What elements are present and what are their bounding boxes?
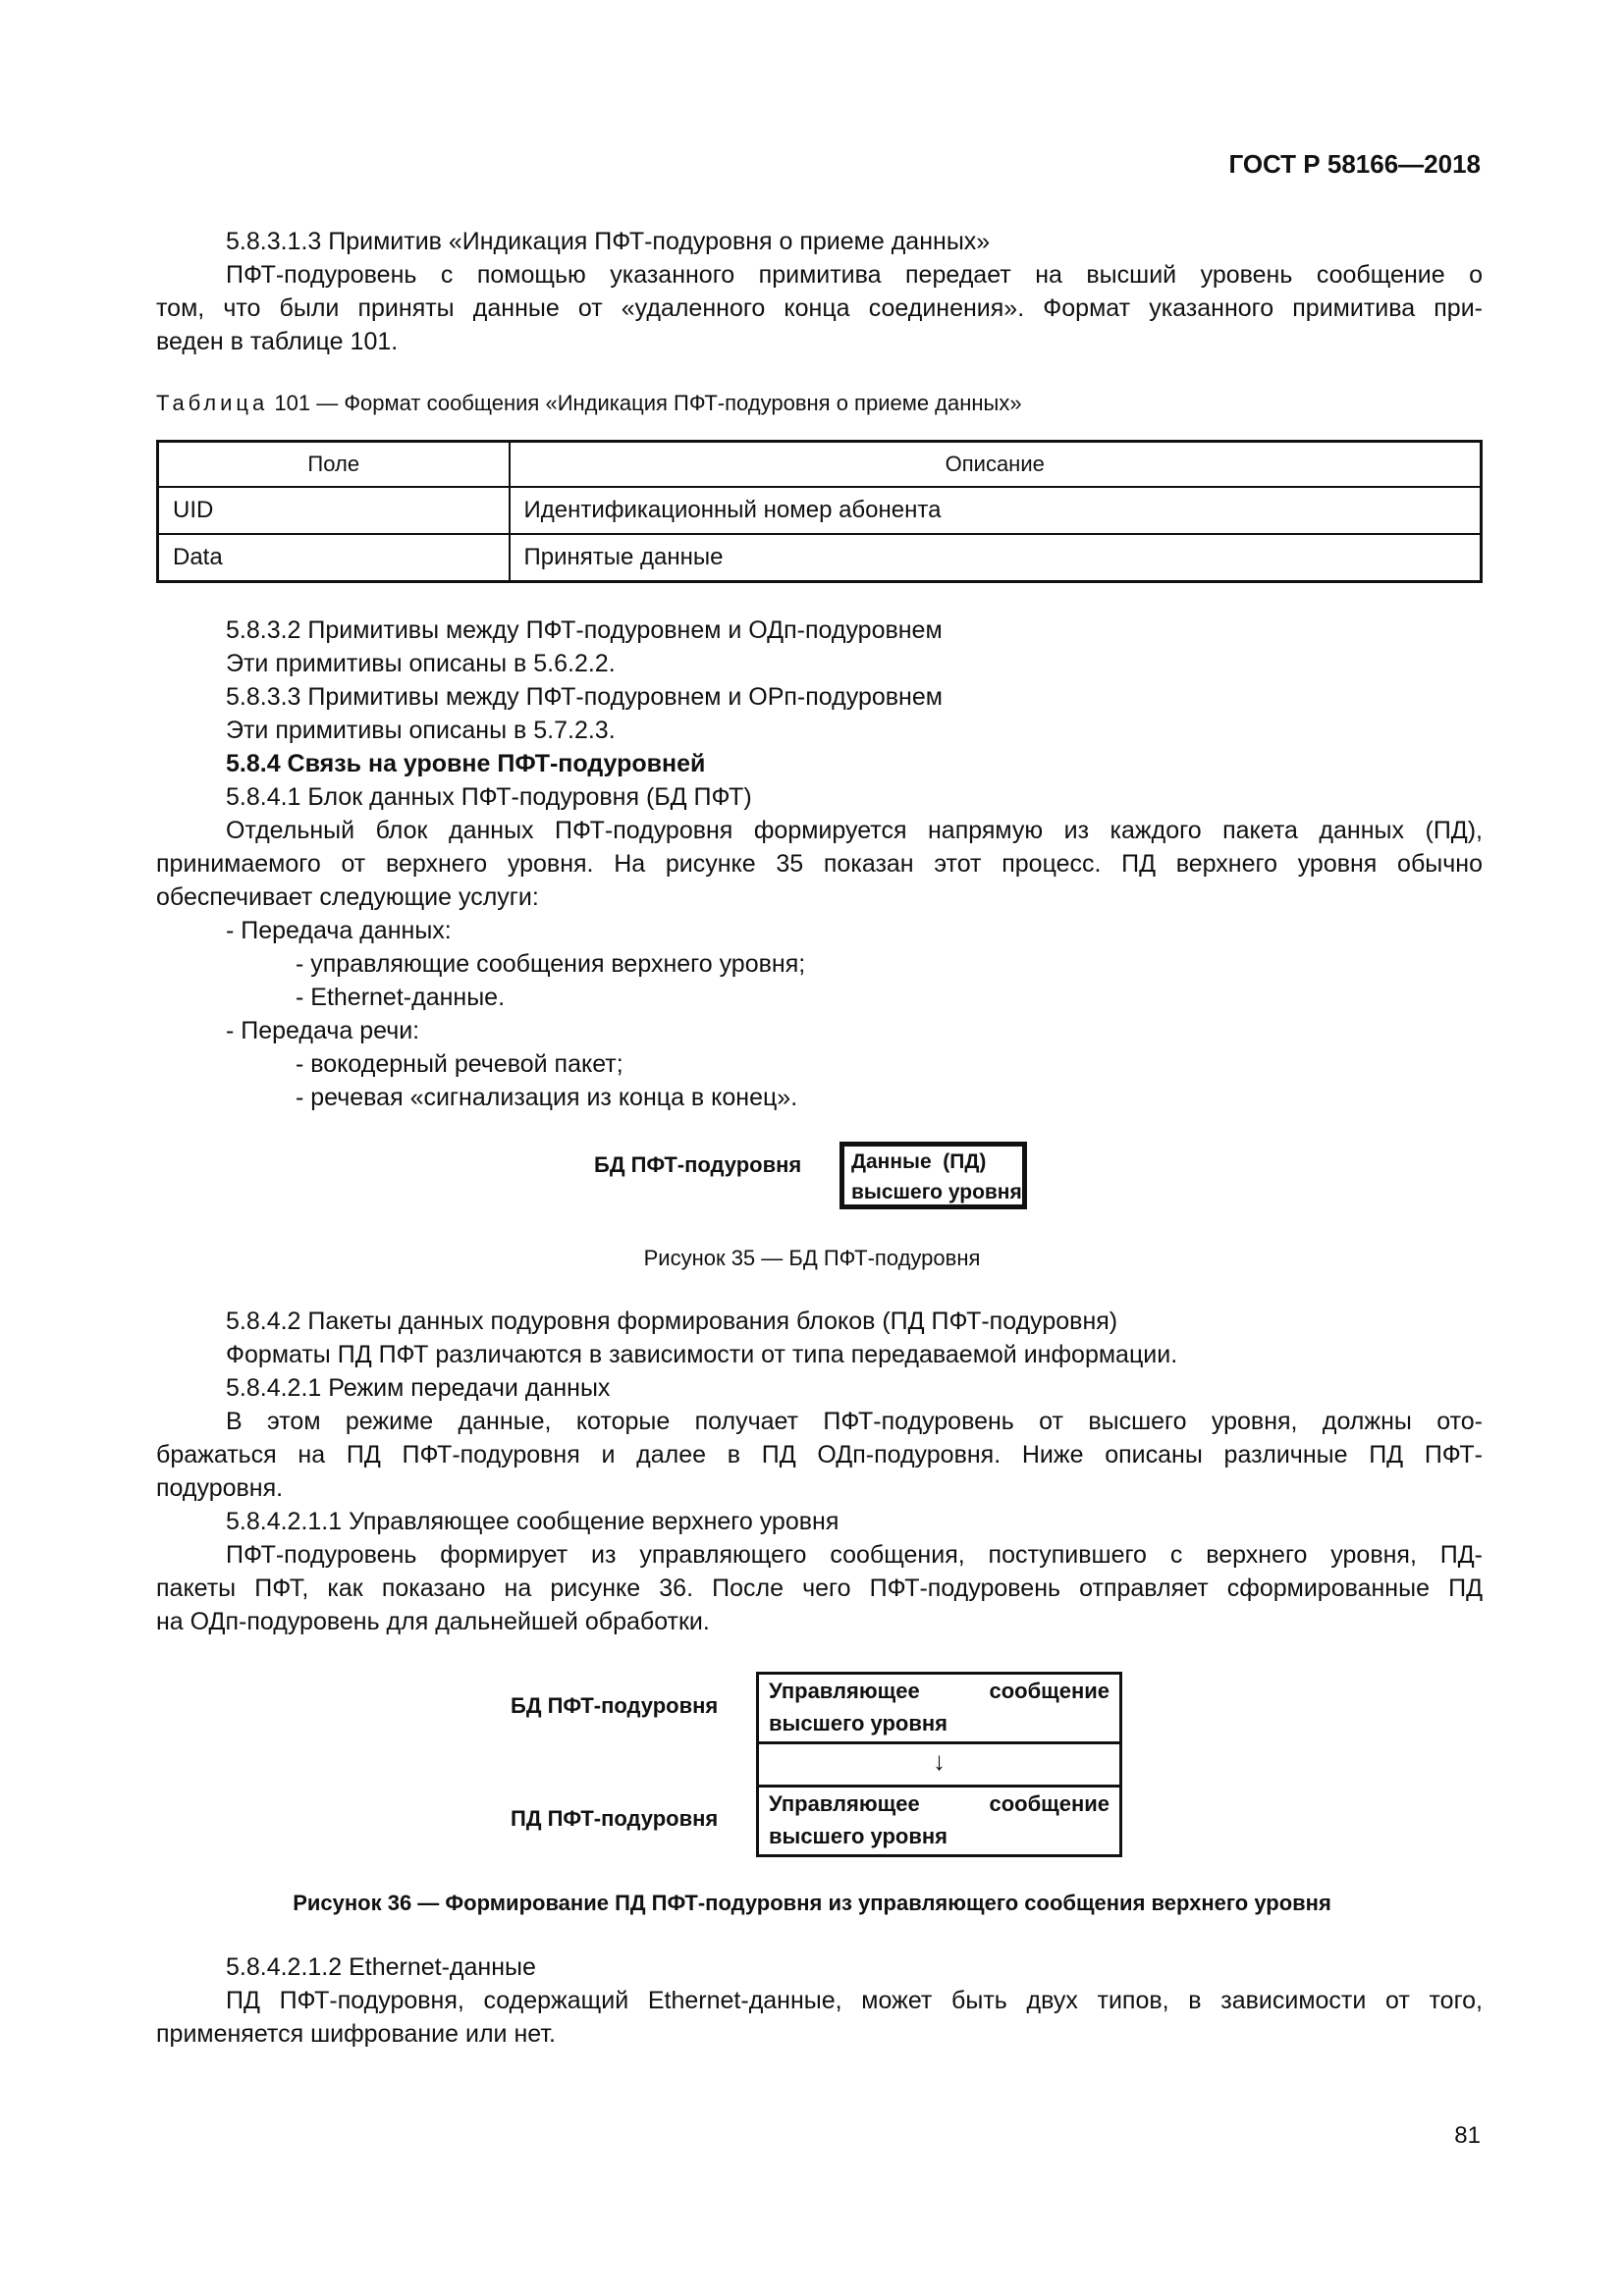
figure-35-box-line: высшего уровня xyxy=(851,1181,1022,1203)
list-item: - Ethernet-данные. xyxy=(296,984,506,1011)
section-5-8-4-2-1-1-title: 5.8.4.2.1.1 Управляющее сообщение верхнего уровня xyxy=(226,1508,839,1535)
list-item: - Передача данных: xyxy=(226,917,452,944)
section-5-8-4-title: 5.8.4 Связь на уровне ПФТ-подуровней xyxy=(226,750,706,777)
figure-36-label-top: БД ПФТ-подуровня xyxy=(511,1693,719,1718)
table-caption-prefix: Таблица xyxy=(156,391,269,415)
table-header-row xyxy=(158,442,1482,488)
figure-36-top-word: сообщение xyxy=(989,1679,1110,1703)
figure-36-top-word: Управляющее xyxy=(769,1679,920,1703)
table-cell: UID xyxy=(158,487,510,534)
figure-36-top-box xyxy=(756,1672,1122,1744)
paragraph-line: Эти примитивы описаны в 5.7.2.3. xyxy=(226,717,616,744)
table-header-description: Описание xyxy=(510,442,1482,488)
figure-35-box-line: Данные (ПД) xyxy=(851,1150,987,1173)
page-number: 81 xyxy=(1454,2122,1481,2149)
paragraph-line: подуровня. xyxy=(156,1474,284,1502)
figure-36-bottom-box-line: высшего уровня xyxy=(769,1824,948,1848)
section-5-8-3-2-title: 5.8.3.2 Примитивы между ПФТ-подуровнем и ОДп-подуровнем xyxy=(226,616,943,644)
paragraph-line: том, что были приняты данные от «удаленного конца соединения». Формат указанного примитива при- xyxy=(156,294,1483,322)
paragraph-line: обеспечивает следующие услуги: xyxy=(156,883,539,911)
section-5-8-3-3-title: 5.8.3.3 Примитивы между ПФТ-подуровнем и ОРп-подуровнем xyxy=(226,683,943,711)
list-item: - управляющие сообщения верхнего уровня; xyxy=(296,950,806,978)
section-5-8-3-1-3-title: 5.8.3.1.3 Примитив «Индикация ПФТ-подуровня о приеме данных» xyxy=(226,228,991,255)
figure-36-bottom-word: Управляющее xyxy=(769,1791,920,1816)
paragraph-line: принимаемого от верхнего уровня. На рисунке 35 показан этот процесс. ПД верхнего уровня обычно xyxy=(156,850,1483,878)
paragraph-line: Форматы ПД ПФТ различаются в зависимости от типа передаваемой информации. xyxy=(226,1341,1178,1368)
figure-36-label-bottom: ПД ПФТ-подуровня xyxy=(511,1806,719,1831)
paragraph-line: веден в таблице 101. xyxy=(156,328,399,355)
table-cell: Data xyxy=(158,534,510,582)
figure-36-top-box-line: высшего уровня xyxy=(769,1711,948,1735)
figure-36-bottom-box-line xyxy=(769,1788,1110,1820)
list-item: - Передача речи: xyxy=(226,1017,420,1044)
document-id-header: ГОСТ Р 58166—2018 xyxy=(1228,149,1481,179)
table-row xyxy=(158,487,1482,534)
section-5-8-4-1-title: 5.8.4.1 Блок данных ПФТ-подуровня (БД ПФТ) xyxy=(226,783,752,811)
list-item: - вокодерный речевой пакет; xyxy=(296,1050,623,1078)
table-caption xyxy=(156,391,1022,416)
paragraph-line: на ОДп-подуровень для дальнейшей обработки. xyxy=(156,1608,710,1635)
table-cell: Принятые данные xyxy=(510,534,1482,582)
paragraph-line: Эти примитивы описаны в 5.6.2.2. xyxy=(226,650,616,677)
paragraph-line: применяется шифрование или нет. xyxy=(156,2020,556,2048)
figure-36-top-box-line xyxy=(769,1675,1110,1707)
figure-35-caption: Рисунок 35 — БД ПФТ-подуровня xyxy=(643,1246,981,1270)
section-5-8-4-2-title: 5.8.4.2 Пакеты данных подуровня формирования блоков (ПД ПФТ-подуровня) xyxy=(226,1308,1118,1335)
paragraph-line: ПД ПФТ-подуровня, содержащий Ethernet-данные, может быть двух типов, в зависимости от того, xyxy=(226,1987,1483,2014)
figure-36-bottom-word: сообщение xyxy=(989,1791,1110,1816)
table-caption-text: 101 — Формат сообщения «Индикация ПФТ-подуровня о приеме данных» xyxy=(274,391,1022,415)
paragraph-line: В этом режиме данные, которые получает ПФТ-подуровень от высшего уровня, должны ото- xyxy=(226,1408,1483,1435)
list-item: - речевая «сигнализация из конца в конец». xyxy=(296,1084,798,1111)
paragraph-line: бражаться на ПД ПФТ-подуровня и далее в ПД ОДп-подуровня. Ниже описаны различные ПД ПФТ- xyxy=(156,1441,1483,1468)
table-row xyxy=(158,534,1482,582)
paragraph-line: пакеты ПФТ, как показано на рисунке 36. После чего ПФТ-подуровень отправляет сформированные ПД xyxy=(156,1575,1483,1602)
paragraph-line: ПФТ-подуровень формирует из управляющего сообщения, поступившего с верхнего уровня, ПД- xyxy=(226,1541,1483,1569)
figure-35-label: БД ПФТ-подуровня xyxy=(594,1152,802,1177)
figure-35-box xyxy=(839,1142,1027,1209)
figure-36-bottom-box xyxy=(756,1785,1122,1857)
paragraph-line: ПФТ-подуровень с помощью указанного примитива передает на высший уровень сообщение о xyxy=(226,261,1483,289)
table-cell: Идентификационный номер абонента xyxy=(510,487,1482,534)
section-5-8-4-2-1-title: 5.8.4.2.1 Режим передачи данных xyxy=(226,1374,611,1402)
down-arrow-icon: ↓ xyxy=(933,1746,946,1776)
paragraph-line: Отдельный блок данных ПФТ-подуровня формируется напрямую из каждого пакета данных (ПД), xyxy=(226,817,1483,844)
figure-36-arrow-box xyxy=(756,1742,1122,1786)
table-header-field: Поле xyxy=(158,442,510,488)
section-5-8-4-2-1-2-title: 5.8.4.2.1.2 Ethernet-данные xyxy=(226,1953,536,1981)
figure-36-caption: Рисунок 36 — Формирование ПД ПФТ-подуровня из управляющего сообщения верхнего уровня xyxy=(293,1891,1331,1915)
table-101 xyxy=(156,440,1483,583)
